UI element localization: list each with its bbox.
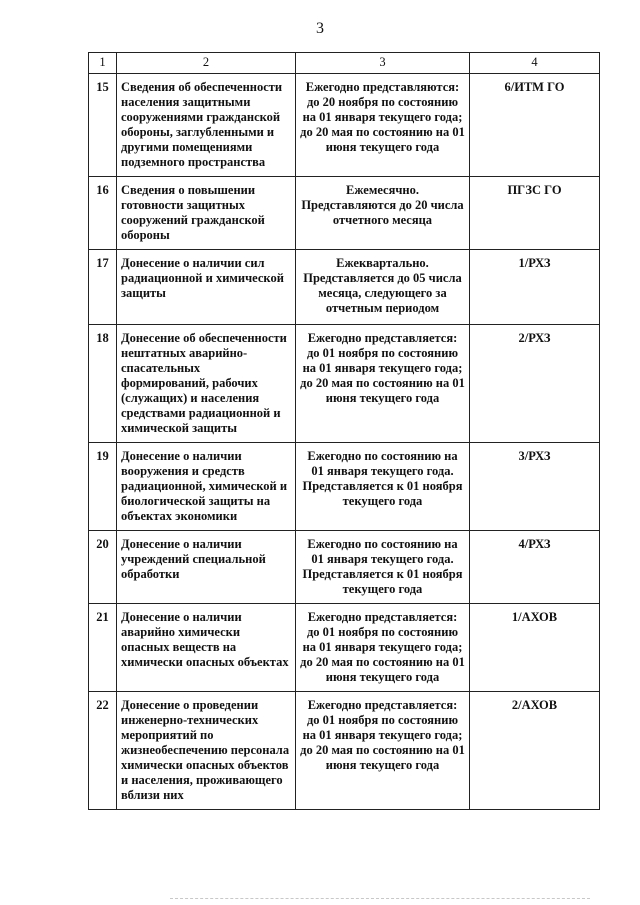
row-number: 16 [89, 177, 117, 250]
report-term: Ежегодно представляется: до 01 ноября по состоянию на 01 января текущего года; до 20 мая по состоянию на 01 июня текущего года [296, 325, 470, 443]
column-header-3: 3 [296, 53, 470, 74]
report-name: Сведения о повышении готовности защитных сооружений гражданской обороны [117, 177, 296, 250]
table-row [89, 250, 600, 325]
table-row [89, 443, 600, 531]
reporting-table [88, 52, 600, 810]
report-name: Донесение о проведении инженерно-технических мероприятий по жизнеобеспечению персонала химически опасных объектов и населения, проживающего вблизи них [117, 692, 296, 810]
footer-divider [170, 898, 590, 899]
report-name: Донесение о наличии сил радиационной и химической защиты [117, 250, 296, 325]
column-header-4: 4 [470, 53, 600, 74]
report-name: Донесение о наличии учреждений специальной обработки [117, 531, 296, 604]
report-name: Сведения об обеспеченности населения защитными сооружениями гражданской обороны, заглубленными и другими помещениями подземного пространства [117, 74, 296, 177]
report-term: Ежегодно представляется: до 01 ноября по состоянию на 01 января текущего года; до 20 мая по состоянию на 01 июня текущего года [296, 604, 470, 692]
report-form-code: 2/АХОВ [470, 692, 600, 810]
report-form-code: 2/РХЗ [470, 325, 600, 443]
row-number: 18 [89, 325, 117, 443]
column-header-2: 2 [117, 53, 296, 74]
table-row [89, 325, 600, 443]
report-form-code: 1/АХОВ [470, 604, 600, 692]
report-name: Донесение о наличии вооружения и средств радиационной, химической и биологической защиты на объектах экономики [117, 443, 296, 531]
row-number: 19 [89, 443, 117, 531]
report-name: Донесение о наличии аварийно химически опасных веществ на химически опасных объектах [117, 604, 296, 692]
row-number: 15 [89, 74, 117, 177]
report-term: Ежегодно представляются: до 20 ноября по состоянию на 01 января текущего года; до 20 мая по состоянию на 01 июня текущего года [296, 74, 470, 177]
table-header-row [89, 53, 600, 74]
report-form-code: 1/РХЗ [470, 250, 600, 325]
row-number: 22 [89, 692, 117, 810]
table-row [89, 74, 600, 177]
table-row [89, 604, 600, 692]
report-term: Ежемесячно. Представляются до 20 числа отчетного месяца [296, 177, 470, 250]
table-row [89, 692, 600, 810]
report-form-code: 6/ИТМ ГО [470, 74, 600, 177]
report-term: Ежеквартально. Представляется до 05 числа месяца, следующего за отчетным периодом [296, 250, 470, 325]
report-term: Ежегодно представляется: до 01 ноября по состоянию на 01 января текущего года; до 20 мая по состоянию на 01 июня текущего года [296, 692, 470, 810]
report-form-code: 4/РХЗ [470, 531, 600, 604]
report-term: Ежегодно по состоянию на 01 января текущего года. Представляется к 01 ноября текущего года [296, 443, 470, 531]
report-term: Ежегодно по состоянию на 01 января текущего года. Представляется к 01 ноября текущего года [296, 531, 470, 604]
report-name: Донесение об обеспеченности нештатных аварийно-спасательных формирований, рабочих (служащих) и населения средствами радиационной и химической защиты [117, 325, 296, 443]
row-number: 20 [89, 531, 117, 604]
table-row [89, 531, 600, 604]
table-row [89, 177, 600, 250]
report-form-code: 3/РХЗ [470, 443, 600, 531]
report-form-code: ПГЗС ГО [470, 177, 600, 250]
row-number: 21 [89, 604, 117, 692]
page-number: 3 [316, 20, 324, 37]
row-number: 17 [89, 250, 117, 325]
column-header-1: 1 [89, 53, 117, 74]
